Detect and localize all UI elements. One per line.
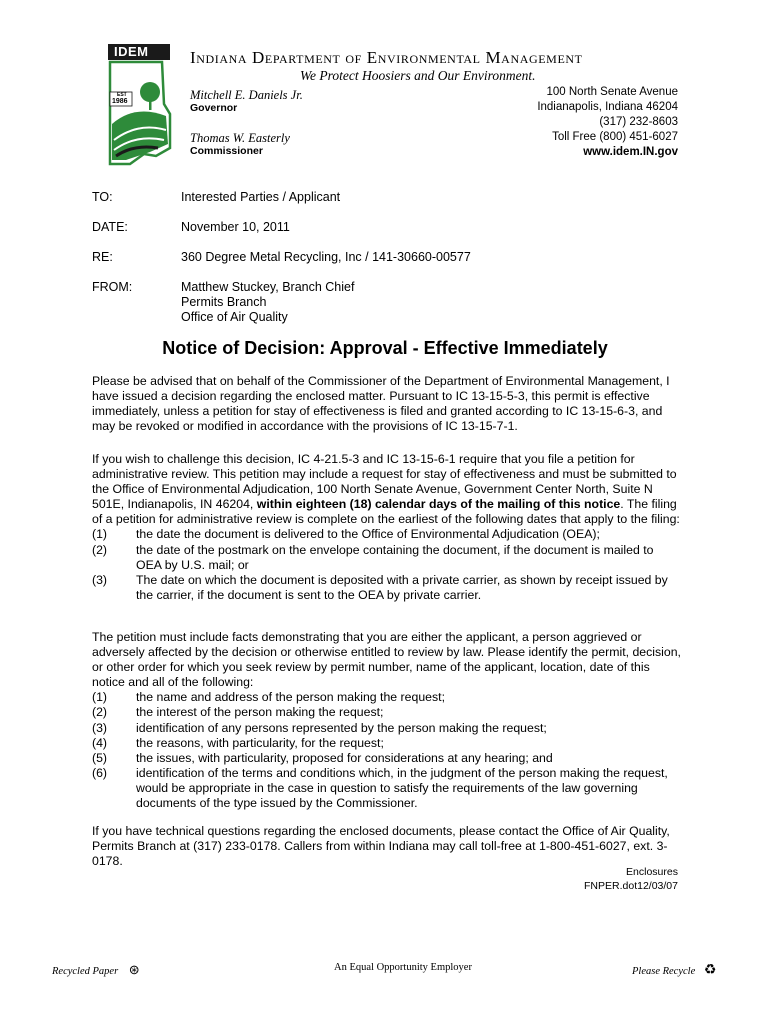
re-label: RE: (92, 250, 113, 264)
from-line: Matthew Stuckey, Branch Chief (181, 280, 355, 294)
department-name: Indiana Department of Environmental Management (190, 48, 583, 67)
from-line: Office of Air Quality (181, 310, 288, 324)
from-value (181, 280, 354, 325)
website-link[interactable]: www.idem.IN.gov (583, 146, 678, 158)
from-line: Permits Branch (181, 295, 267, 309)
list-item: (2) the interest of the person making the request; (92, 705, 384, 720)
footer-please-recycle: Please Recycle ♻ (632, 963, 717, 978)
from-label: FROM: (92, 280, 133, 294)
logo-year: 1986 (112, 98, 128, 105)
paragraph-challenge: If you wish to challenge this decision, IC 4-21.5-3 and IC 13-15-6-1 require that you file a petition for administrative review. This petition may include a request for stay of effectiveness and must be submitted to the Office of Environmental Adjudication, 100 North Senate Avenue, Government Center North, Suite N 501E, Indianapolis, IN 46204, within eighteen (18) calendar days of the mailing of this notice. The filing of a petition for administrative review is complete on the earliest of the following dates that apply to the filing: (1) the date the document is delivered to the Office of Environmental Adjudication (OEA); (2) the date of the postmark on the envelope containing the document, if the document is mailed to OEA by U.S. mail; or (3) The date on which the document is deposited with a private carrier, as shown by receipt issued by the carrier, if the document is sent to the OEA by private carrier. (92, 452, 682, 603)
recycled-paper-icon: ⊛ (128, 962, 140, 977)
date-label: DATE: (92, 220, 128, 234)
indiana-map-icon (100, 44, 180, 166)
footer-recycled-paper: Recycled Paper ⊛ (52, 962, 140, 977)
logo-text: IDEM (114, 44, 149, 59)
address-line: 100 North Senate Avenue (546, 86, 678, 98)
logo-est: EST (117, 92, 127, 98)
paragraph-effective: Please be advised that on behalf of the Commissioner of the Department of Environmental Management, I have issued a decision regarding the enclosed matter. Pursuant to IC 13-15-5-3, this permit is effective immediately, unless a petition for stay of effectiveness is filed and granted according to IC 13-15-6-3, and may be revoked or modified in accordance with the provisions of IC 13-15-7-1. (92, 374, 670, 434)
list-item: (1) the name and address of the person making the request; (92, 690, 445, 705)
to-label: TO: (92, 190, 113, 204)
list-item: (3) identification of any persons represented by the person making the request; (92, 720, 547, 735)
idem-logo (100, 44, 180, 166)
to-value: Interested Parties / Applicant (181, 190, 341, 204)
list-item: (2) the date of the postmark on the envelope containing the document, if the document is mailed to OEA by U.S. mail; or (92, 542, 654, 572)
address-line: Indianapolis, Indiana 46204 (537, 101, 678, 113)
deadline-emphasis: within eighteen (18) calendar days of the mailing of this notice (256, 497, 621, 512)
list-item: (1) the date the document is delivered to the Office of Environmental Adjudication (OEA); (92, 527, 600, 542)
list-item: (6) identification of the terms and conditions which, in the judgment of the person making the request, would be appropriate in the case in question to satisfy the requirements of the law governing documents of the type issued by the Commissioner. (92, 765, 668, 811)
address-phone: (317) 232-8603 (599, 116, 678, 128)
recycle-icon: ♻ (703, 963, 717, 978)
paragraph-contact: If you have technical questions regarding the enclosed documents, please contact the Office of Air Quality, Permits Branch at (317) 233-0178. Callers from within Indiana may call toll-free at 1-800-451-6027, ext. 3-0178. (92, 824, 670, 869)
form-code: FNPER.dot12/03/07 (584, 880, 678, 892)
date-value: November 10, 2011 (181, 220, 290, 234)
filing-dates-list (92, 527, 682, 602)
list-item: (3) The date on which the document is deposited with a private carrier, as shown by receipt issued by the carrier, if the document is sent to the OEA by private carrier. (92, 572, 668, 602)
notice-title: Notice of Decision: Approval - Effective Immediately (162, 338, 608, 358)
re-value: 360 Degree Metal Recycling, Inc / 141-30660-00577 (181, 250, 471, 264)
list-item: (4) the reasons, with particularity, for the request; (92, 735, 384, 750)
list-item: (5) the issues, with particularity, proposed for considerations at any hearing; and (92, 750, 553, 765)
commissioner-title: Commissioner (190, 145, 263, 157)
enclosures-label: Enclosures (626, 866, 678, 878)
governor-title: Governor (190, 102, 238, 114)
footer-equal-opportunity: An Equal Opportunity Employer (334, 962, 472, 973)
address-tollfree: Toll Free (800) 451-6027 (552, 131, 678, 143)
commissioner-name: Thomas W. Easterly (190, 131, 290, 145)
petition-requirements-list (92, 690, 682, 811)
paragraph-petition: The petition must include facts demonstrating that you are either the applicant, a person aggrieved or adversely affected by the decision or otherwise entitled to review by law. Please identify the permit, decision, or other order for which you seek review by permit number, name of the applicant, location, date of this notice and all of the following: (1) the name and address of the person making the request; (2) the interest of the person making the request; (3) identification of any persons represented by the person making the request; (4) the reasons, with particularity, for the request; (5) the issues, with particularity, proposed for considerations at any hearing; and (6) identification of the terms and conditions which, in the judgment of the person making the request, would be appropriate in the case in question to satisfy the requirements of the law governing documents of the type issued by the Commissioner. (92, 630, 681, 811)
governor-name: Mitchell E. Daniels Jr. (190, 88, 303, 102)
tagline: We Protect Hoosiers and Our Environment. (300, 68, 536, 83)
